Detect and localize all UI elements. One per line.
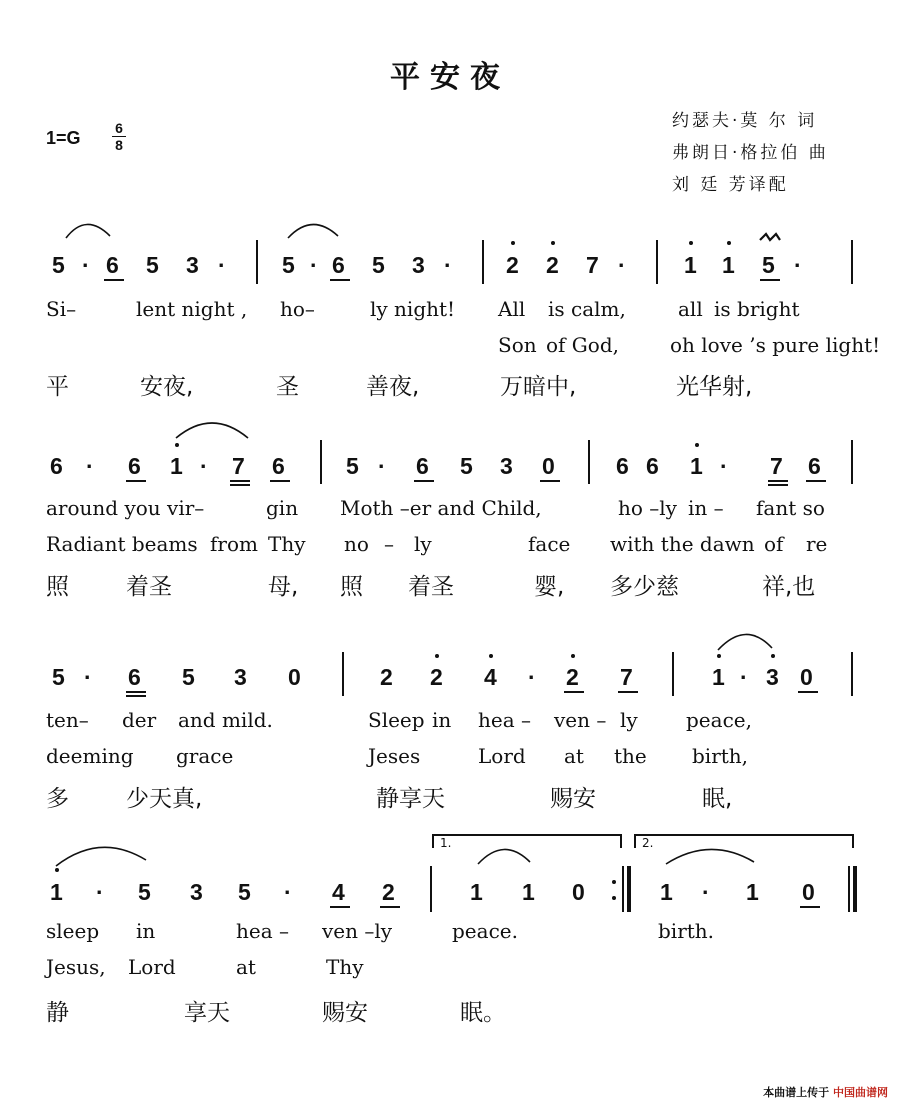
note: 7	[586, 252, 599, 278]
lyric: sleep	[46, 919, 100, 943]
lyric-cn: 婴,	[534, 574, 565, 600]
note: 7	[770, 453, 783, 479]
lyric: Si–	[46, 297, 77, 321]
note: 4	[332, 879, 345, 905]
note: 5	[238, 879, 251, 905]
lyric: Jesus,	[46, 955, 106, 979]
lyric-cn: 赐安	[322, 1000, 368, 1026]
note: 6	[128, 453, 141, 479]
lyric: is bright	[714, 297, 800, 321]
note: 0	[572, 879, 585, 905]
note: 2	[566, 664, 579, 690]
translator-credit: 刘 廷 芳译配	[672, 175, 789, 195]
lyric-cn: 善夜,	[366, 374, 420, 400]
lyric-cn: 祥,也	[762, 574, 816, 600]
lyric-cn: 少天真,	[126, 786, 203, 812]
lyric-cn: 静	[46, 1000, 69, 1026]
note: 2	[546, 252, 559, 278]
note: 1	[690, 453, 703, 479]
note: 5	[346, 453, 359, 479]
note-dot: ·	[96, 879, 104, 905]
lyric: der	[122, 708, 157, 732]
lyric-cn: 着圣	[408, 574, 454, 600]
slur	[176, 423, 248, 438]
lyric: ten–	[46, 708, 89, 732]
lyric: fant so	[756, 496, 825, 520]
slur	[56, 847, 146, 866]
lyric: of	[764, 532, 784, 556]
lyric: All	[498, 297, 526, 321]
lyric: ly	[414, 532, 432, 556]
note: 1	[722, 252, 735, 278]
lyric: in	[136, 919, 156, 943]
lyric: gin	[266, 496, 299, 520]
note-dot: ·	[740, 664, 748, 690]
note: 1	[660, 879, 673, 905]
note: 1	[170, 453, 183, 479]
note-dot: ·	[618, 252, 626, 278]
lyric: Sleep	[368, 708, 425, 732]
lyric: ven –ly	[322, 919, 393, 943]
note-dot: ·	[378, 453, 386, 479]
note: 5	[52, 252, 65, 278]
lyric: birth.	[658, 919, 715, 943]
note-dot: ·	[310, 252, 318, 278]
footer	[763, 1084, 888, 1100]
composer-credit: 弗朗日·格拉伯 曲	[672, 143, 829, 163]
note: 5	[138, 879, 151, 905]
lyric: hea –	[478, 708, 531, 732]
note-dot: ·	[200, 453, 208, 479]
lyric: birth,	[692, 744, 749, 768]
lyric-cn: 赐安	[550, 786, 596, 812]
note: 5	[146, 252, 159, 278]
note: 6	[50, 453, 63, 479]
lyric: –	[384, 532, 394, 556]
lyric-cn: 多少慈	[610, 574, 679, 600]
note: 7	[232, 453, 245, 479]
lyric: Moth –er and Child,	[340, 496, 542, 520]
mordent-ornament	[760, 234, 780, 240]
lyric: hea –	[236, 919, 289, 943]
note: 3	[500, 453, 513, 479]
footer-text: 本曲谱上传于	[763, 1086, 830, 1099]
lyric: ho–	[280, 297, 315, 321]
lyric: no	[344, 532, 369, 556]
note: 5	[372, 252, 385, 278]
lyric: Thy	[268, 532, 306, 556]
lyric-cn: 多	[46, 786, 69, 812]
lyric: oh love ’s pure light!	[670, 333, 881, 357]
note: 6	[332, 252, 345, 278]
lyric-cn: 眠,	[702, 786, 733, 812]
note: 5	[282, 252, 295, 278]
lyric: at	[564, 744, 584, 768]
note: 6	[416, 453, 429, 479]
site-logo[interactable]: 中国曲谱网	[833, 1086, 888, 1099]
note-dot: ·	[86, 453, 94, 479]
lyric-cn: 光华射,	[676, 374, 753, 400]
note: 5	[762, 252, 775, 278]
note-dot: ·	[444, 252, 452, 278]
time-numerator: 6	[112, 120, 126, 137]
note-dot: ·	[82, 252, 90, 278]
note: 0	[542, 453, 555, 479]
lyric: with the dawn	[610, 532, 755, 556]
lyric-cn: 眠。	[460, 1000, 506, 1026]
note-dot: ·	[218, 252, 226, 278]
lyric-cn: 享天	[184, 1000, 230, 1026]
note: 6	[616, 453, 629, 479]
volta-label-2: 2.	[642, 836, 654, 850]
note: 2	[382, 879, 395, 905]
lyric-cn: 照	[46, 574, 69, 600]
lyric: ly night!	[370, 297, 456, 321]
lyric: from	[210, 532, 258, 556]
key-signature: 1=G	[46, 128, 81, 148]
note: 2	[380, 664, 393, 690]
lyric: deeming	[46, 744, 134, 768]
lyric-cn: 圣	[276, 374, 299, 400]
note-dot: ·	[702, 879, 710, 905]
lyric: Thy	[326, 955, 364, 979]
lyric: Lord	[128, 955, 176, 979]
lyric: around you vir–	[46, 496, 205, 520]
note: 3	[412, 252, 425, 278]
note: 1	[470, 879, 483, 905]
lyric: all	[678, 297, 703, 321]
lyric: is calm,	[548, 297, 626, 321]
lyric: ho –ly	[618, 496, 677, 520]
lyric: lent night ,	[136, 297, 248, 321]
note: 3	[766, 664, 779, 690]
note: 4	[484, 664, 497, 690]
note: 3	[190, 879, 203, 905]
lyric: at	[236, 955, 256, 979]
note: 3	[234, 664, 247, 690]
lyric: ven –	[554, 708, 607, 732]
lyric: the	[614, 744, 647, 768]
lyric: in	[432, 708, 452, 732]
lyric-cn: 母,	[268, 574, 299, 600]
lyric: Son	[498, 333, 537, 357]
note-dot: ·	[284, 879, 292, 905]
note: 2	[430, 664, 443, 690]
lyric: in –	[688, 496, 724, 520]
note: 6	[272, 453, 285, 479]
note: 5	[52, 664, 65, 690]
volta-label-1: 1.	[440, 836, 452, 850]
slur	[666, 849, 754, 864]
lyric-cn: 安夜,	[140, 374, 194, 400]
note: 0	[288, 664, 301, 690]
note: 1	[522, 879, 535, 905]
note: 0	[800, 664, 813, 690]
note: 6	[128, 664, 141, 690]
note: 2	[506, 252, 519, 278]
lyric-cn: 静享天	[376, 786, 445, 812]
slur	[288, 224, 338, 238]
note: 0	[802, 879, 815, 905]
note: 1	[712, 664, 725, 690]
note: 5	[460, 453, 473, 479]
lyric: Jeses	[368, 744, 421, 768]
lyric-cn: 着圣	[126, 574, 172, 600]
lyric-cn: 万暗中,	[500, 374, 577, 400]
lyric: grace	[176, 744, 234, 768]
lyric: Lord	[478, 744, 526, 768]
slur	[478, 849, 530, 864]
lyric: face	[528, 532, 571, 556]
note: 6	[808, 453, 821, 479]
lyricist-credit: 约瑟夫·莫 尔 词	[672, 111, 818, 131]
note: 7	[620, 664, 633, 690]
lyric: and mild.	[178, 708, 273, 732]
note-dot: ·	[528, 664, 536, 690]
note: 6	[106, 252, 119, 278]
slur	[66, 224, 110, 238]
note: 5	[182, 664, 195, 690]
lyric: Radiant beams	[46, 532, 198, 556]
lyric: peace.	[452, 919, 518, 943]
time-denominator: 8	[115, 137, 123, 153]
note: 6	[646, 453, 659, 479]
lyric-cn: 平	[46, 374, 69, 400]
lyric: peace,	[686, 708, 752, 732]
note: 3	[186, 252, 199, 278]
lyric: of God,	[546, 333, 619, 357]
lyric: re	[806, 532, 828, 556]
note: 1	[746, 879, 759, 905]
note-dot: ·	[84, 664, 92, 690]
page-title: 平安夜	[390, 60, 510, 95]
lyric: ly	[620, 708, 638, 732]
note: 1	[50, 879, 63, 905]
note: 1	[684, 252, 697, 278]
slur	[718, 634, 772, 650]
lyric-cn: 照	[340, 574, 363, 600]
note-dot: ·	[794, 252, 802, 278]
note-dot: ·	[720, 453, 728, 479]
